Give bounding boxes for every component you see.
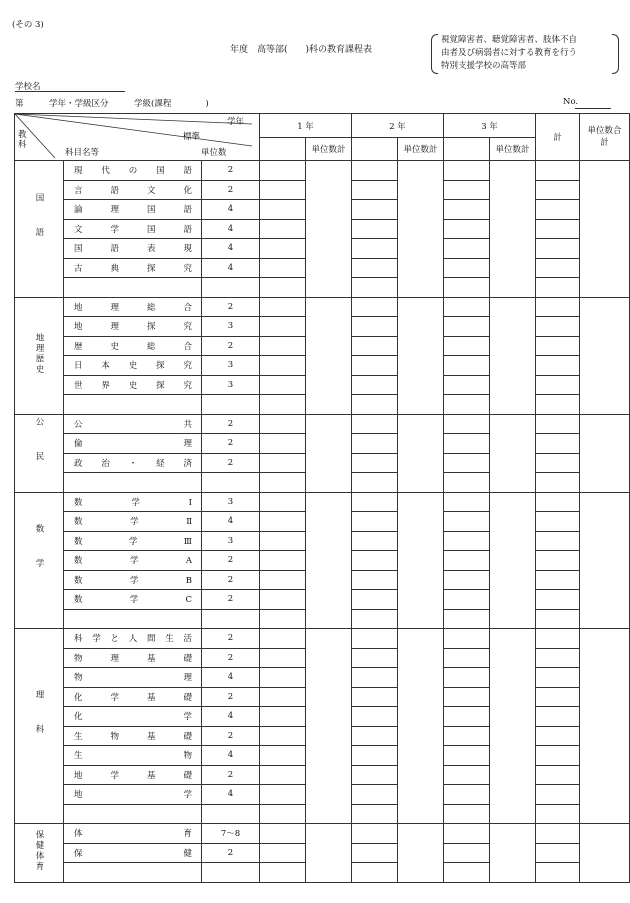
total-cell[interactable] xyxy=(536,180,580,200)
credit-entry-cell[interactable] xyxy=(260,863,306,883)
total-cell[interactable] xyxy=(536,434,580,454)
total-cell[interactable] xyxy=(536,570,580,590)
standard-units-cell xyxy=(202,609,260,629)
credit-entry-cell[interactable] xyxy=(260,824,306,844)
subject-name-cell: 国語表現 xyxy=(64,239,202,259)
box-line: 特別支援学校の高等部 xyxy=(441,61,527,71)
standard-units-cell: 7〜8 xyxy=(202,824,260,844)
subject-name-cell: 公共 xyxy=(64,414,202,434)
credit-entry-cell[interactable] xyxy=(260,200,306,220)
credit-entry-cell[interactable] xyxy=(398,629,444,824)
credit-entry-cell[interactable] xyxy=(260,258,306,278)
standard-units-cell xyxy=(202,395,260,415)
credit-entry-cell[interactable] xyxy=(490,414,536,492)
subject-name-cell: 数学Ⅰ xyxy=(64,492,202,512)
credit-entry-cell[interactable] xyxy=(444,648,490,668)
total-cell[interactable] xyxy=(536,258,580,278)
total-cell[interactable] xyxy=(536,765,580,785)
group-total-cell[interactable] xyxy=(580,297,630,414)
credit-entry-cell[interactable] xyxy=(260,219,306,239)
credit-entry-cell[interactable] xyxy=(352,609,398,629)
subject-group-cell xyxy=(15,414,64,492)
credit-entry-cell[interactable] xyxy=(444,843,490,863)
subject-name-cell: 体育 xyxy=(64,824,202,844)
standard-units-cell: 4 xyxy=(202,258,260,278)
credit-entry-cell[interactable] xyxy=(260,414,306,434)
credit-entry-cell[interactable] xyxy=(352,824,398,844)
subject-group-label: 理科 xyxy=(34,690,44,759)
credit-entry-cell[interactable] xyxy=(352,863,398,883)
credit-entry-cell[interactable] xyxy=(306,629,352,824)
standard-units-cell: 2 xyxy=(202,629,260,649)
credit-entry-cell[interactable] xyxy=(398,492,444,629)
credit-entry-cell[interactable] xyxy=(306,161,352,298)
standard-units-cell: 2 xyxy=(202,180,260,200)
standard-units-cell: 2 xyxy=(202,765,260,785)
credit-entry-cell[interactable] xyxy=(260,746,306,766)
subject-name-cell: 現代の国語 xyxy=(64,161,202,181)
standard-units-cell: 2 xyxy=(202,434,260,454)
standard-units-cell xyxy=(202,863,260,883)
standard-units-cell: 4 xyxy=(202,219,260,239)
subject-name-cell: 倫理 xyxy=(64,434,202,454)
total-cell[interactable] xyxy=(536,746,580,766)
standard-units-cell: 4 xyxy=(202,785,260,805)
credit-entry-cell[interactable] xyxy=(352,726,398,746)
subject-name-cell: 物理 xyxy=(64,668,202,688)
subject-name-cell: 言語文化 xyxy=(64,180,202,200)
credit-entry-cell[interactable] xyxy=(444,375,490,395)
credit-entry-cell[interactable] xyxy=(352,765,398,785)
credit-entry-cell[interactable] xyxy=(260,609,306,629)
credit-entry-cell[interactable] xyxy=(444,395,490,415)
total-cell[interactable] xyxy=(536,414,580,434)
total-cell[interactable] xyxy=(536,395,580,415)
standard-units-cell: 2 xyxy=(202,843,260,863)
credit-entry-cell[interactable] xyxy=(306,297,352,414)
credit-entry-cell[interactable] xyxy=(260,375,306,395)
credit-entry-cell[interactable] xyxy=(260,668,306,688)
standard-units-cell xyxy=(202,278,260,298)
credit-entry-cell[interactable] xyxy=(490,824,536,883)
header-credit-total-2: 単位数計 xyxy=(398,138,444,161)
total-cell[interactable] xyxy=(536,512,580,532)
subject-name-cell[interactable] xyxy=(64,609,202,629)
credit-entry-cell[interactable] xyxy=(352,356,398,376)
total-cell[interactable] xyxy=(536,863,580,883)
credit-entry-cell[interactable] xyxy=(352,414,398,434)
credit-entry-cell[interactable] xyxy=(260,804,306,824)
subject-name-cell[interactable] xyxy=(64,395,202,415)
subject-group-cell xyxy=(15,297,64,414)
total-cell[interactable] xyxy=(536,590,580,610)
group-total-cell[interactable] xyxy=(580,824,630,883)
credit-entry-cell[interactable] xyxy=(260,707,306,727)
credit-entry-cell[interactable] xyxy=(352,707,398,727)
table-row xyxy=(15,629,630,649)
credit-entry-cell[interactable] xyxy=(444,824,490,844)
standard-units-cell: 2 xyxy=(202,687,260,707)
total-cell[interactable] xyxy=(536,239,580,259)
credit-entry-cell[interactable] xyxy=(444,629,490,649)
subject-name-cell: 数学B xyxy=(64,570,202,590)
credit-entry-cell[interactable] xyxy=(444,414,490,434)
subject-name-cell: 地学基礎 xyxy=(64,765,202,785)
standard-units-cell: 3 xyxy=(202,356,260,376)
standard-units-cell: 4 xyxy=(202,746,260,766)
subject-name-cell: 世界史探究 xyxy=(64,375,202,395)
credit-entry-cell[interactable] xyxy=(352,453,398,473)
number-field[interactable] xyxy=(575,108,611,109)
subject-name-cell: 政治・経済 xyxy=(64,453,202,473)
subject-name-cell: 地理総合 xyxy=(64,297,202,317)
credit-entry-cell[interactable] xyxy=(490,492,536,629)
total-cell[interactable] xyxy=(536,648,580,668)
standard-units-cell: 4 xyxy=(202,239,260,259)
total-cell[interactable] xyxy=(536,297,580,317)
credit-entry-cell[interactable] xyxy=(352,785,398,805)
number-label: No. xyxy=(563,97,579,107)
standard-units-cell: 4 xyxy=(202,512,260,532)
credit-entry-cell[interactable] xyxy=(260,551,306,571)
standard-units-cell: 3 xyxy=(202,375,260,395)
credit-entry-cell[interactable] xyxy=(444,317,490,337)
credit-entry-cell[interactable] xyxy=(398,824,444,883)
credit-entry-cell[interactable] xyxy=(260,765,306,785)
group-total-cell[interactable] xyxy=(580,492,630,629)
credit-entry-cell[interactable] xyxy=(444,219,490,239)
standard-units-cell: 2 xyxy=(202,453,260,473)
credit-entry-cell[interactable] xyxy=(306,414,352,492)
header-year2: 2 年 xyxy=(352,114,444,138)
header-year1: 1 年 xyxy=(260,114,352,138)
header-kyoka: 教科 xyxy=(18,130,27,150)
credit-entry-cell[interactable] xyxy=(352,746,398,766)
credit-entry-cell[interactable] xyxy=(444,278,490,298)
credit-entry-cell[interactable] xyxy=(444,687,490,707)
total-cell[interactable] xyxy=(536,707,580,727)
credit-entry-cell[interactable] xyxy=(444,609,490,629)
subject-name-cell: 科学と人間生活 xyxy=(64,629,202,649)
credit-entry-cell[interactable] xyxy=(260,317,306,337)
subject-name-cell: 歴史総合 xyxy=(64,336,202,356)
total-cell[interactable] xyxy=(536,629,580,649)
credit-entry-cell[interactable] xyxy=(490,161,536,298)
credit-entry-cell[interactable] xyxy=(306,824,352,883)
total-cell[interactable] xyxy=(536,492,580,512)
standard-units-cell: 2 xyxy=(202,414,260,434)
subject-name-cell: 数学A xyxy=(64,551,202,571)
total-cell[interactable] xyxy=(536,200,580,220)
total-cell[interactable] xyxy=(536,375,580,395)
credit-entry-cell[interactable] xyxy=(444,531,490,551)
credit-entry-cell[interactable] xyxy=(260,785,306,805)
page-label: (その 3) xyxy=(12,20,44,30)
subject-group-cell xyxy=(15,161,64,298)
credit-entry-cell[interactable] xyxy=(444,804,490,824)
credit-entry-cell[interactable] xyxy=(444,239,490,259)
credit-entry-cell[interactable] xyxy=(444,492,490,512)
credit-entry-cell[interactable] xyxy=(352,200,398,220)
total-cell[interactable] xyxy=(536,219,580,239)
header-gakunen: 学年 xyxy=(227,117,245,127)
table-row xyxy=(15,824,630,844)
subject-name-cell[interactable] xyxy=(64,473,202,493)
credit-entry-cell[interactable] xyxy=(352,512,398,532)
subject-group-cell xyxy=(15,824,64,883)
total-cell[interactable] xyxy=(536,785,580,805)
credit-entry-cell[interactable] xyxy=(444,785,490,805)
subject-name-cell[interactable] xyxy=(64,863,202,883)
credit-entry-cell[interactable] xyxy=(260,492,306,512)
standard-units-cell: 2 xyxy=(202,297,260,317)
credit-entry-cell[interactable] xyxy=(352,551,398,571)
credit-entry-cell[interactable] xyxy=(260,843,306,863)
credit-entry-cell[interactable] xyxy=(260,512,306,532)
total-cell[interactable] xyxy=(536,317,580,337)
credit-entry-cell[interactable] xyxy=(444,336,490,356)
subject-name-cell: 地学 xyxy=(64,785,202,805)
credit-entry-cell[interactable] xyxy=(444,180,490,200)
standard-units-cell: 2 xyxy=(202,551,260,571)
subject-group-cell xyxy=(15,629,64,824)
credit-entry-cell[interactable] xyxy=(444,258,490,278)
subject-name-cell: 地理探究 xyxy=(64,317,202,337)
standard-units-cell: 4 xyxy=(202,200,260,220)
table-row xyxy=(15,297,630,317)
total-cell[interactable] xyxy=(536,473,580,493)
credit-entry-cell[interactable] xyxy=(352,687,398,707)
standard-units-cell: 3 xyxy=(202,492,260,512)
total-cell[interactable] xyxy=(536,726,580,746)
header-year3: 3 年 xyxy=(444,114,536,138)
subject-name-cell: 日本史探究 xyxy=(64,356,202,376)
standard-units-cell: 3 xyxy=(202,317,260,337)
total-cell[interactable] xyxy=(536,687,580,707)
credit-entry-cell[interactable] xyxy=(352,843,398,863)
total-cell[interactable] xyxy=(536,336,580,356)
school-type-box xyxy=(437,34,613,72)
subject-name-cell: 化学基礎 xyxy=(64,687,202,707)
subject-name-cell: 生物基礎 xyxy=(64,726,202,746)
credit-entry-cell[interactable] xyxy=(444,356,490,376)
standard-units-cell: 2 xyxy=(202,570,260,590)
credit-entry-cell[interactable] xyxy=(444,453,490,473)
subject-name-cell: 論理国語 xyxy=(64,200,202,220)
header-credit-total-1: 単位数計 xyxy=(306,138,352,161)
credit-entry-cell[interactable] xyxy=(352,590,398,610)
credit-entry-cell[interactable] xyxy=(444,161,490,181)
subject-name-cell: 数学C xyxy=(64,590,202,610)
standard-units-cell: 2 xyxy=(202,590,260,610)
credit-entry-cell[interactable] xyxy=(352,492,398,512)
total-cell[interactable] xyxy=(536,824,580,844)
credit-entry-cell[interactable] xyxy=(352,648,398,668)
header-tani: 単位数 xyxy=(201,148,227,158)
credit-entry-cell[interactable] xyxy=(352,317,398,337)
subject-name-cell: 保健 xyxy=(64,843,202,863)
total-cell[interactable] xyxy=(536,531,580,551)
header-hyojun: 標準 xyxy=(183,132,201,142)
credit-entry-cell[interactable] xyxy=(444,200,490,220)
credit-entry-cell[interactable] xyxy=(260,336,306,356)
header-credit-total-3: 単位数計 xyxy=(490,138,536,161)
credit-entry-cell[interactable] xyxy=(444,473,490,493)
credit-entry-cell[interactable] xyxy=(260,297,306,317)
credit-entry-cell[interactable] xyxy=(444,434,490,454)
standard-units-cell: 2 xyxy=(202,336,260,356)
document-title: 年度 高等部( )科の教育課程表 xyxy=(230,45,373,55)
group-total-cell[interactable] xyxy=(580,414,630,492)
table-row xyxy=(15,414,630,434)
credit-entry-cell[interactable] xyxy=(444,551,490,571)
credit-entry-cell[interactable] xyxy=(352,804,398,824)
subject-name-cell: 文学国語 xyxy=(64,219,202,239)
credit-entry-cell[interactable] xyxy=(352,395,398,415)
subject-name-cell: 古典探究 xyxy=(64,258,202,278)
credit-entry-cell[interactable] xyxy=(306,492,352,629)
credit-entry-cell[interactable] xyxy=(398,297,444,414)
total-cell[interactable] xyxy=(536,804,580,824)
credit-entry-cell[interactable] xyxy=(444,570,490,590)
credit-entry-cell[interactable] xyxy=(352,239,398,259)
subject-group-cell xyxy=(15,492,64,629)
credit-entry-cell[interactable] xyxy=(352,219,398,239)
total-cell[interactable] xyxy=(536,843,580,863)
header-diagonal-cell xyxy=(15,114,260,161)
credit-entry-cell[interactable] xyxy=(260,395,306,415)
credit-entry-cell[interactable] xyxy=(352,258,398,278)
credit-entry-cell[interactable] xyxy=(352,668,398,688)
total-cell[interactable] xyxy=(536,453,580,473)
credit-entry-cell[interactable] xyxy=(352,473,398,493)
standard-units-cell xyxy=(202,473,260,493)
credit-entry-cell[interactable] xyxy=(260,434,306,454)
credit-entry-cell[interactable] xyxy=(260,726,306,746)
subject-group-label: 保健体育 xyxy=(34,830,44,873)
credit-entry-cell[interactable] xyxy=(260,531,306,551)
table-row xyxy=(15,492,630,512)
total-cell[interactable] xyxy=(536,668,580,688)
standard-units-cell xyxy=(202,804,260,824)
subject-name-cell: 生物 xyxy=(64,746,202,766)
total-cell[interactable] xyxy=(536,609,580,629)
credit-entry-cell[interactable] xyxy=(444,726,490,746)
credit-entry-cell[interactable] xyxy=(352,629,398,649)
credit-entry-cell[interactable] xyxy=(352,570,398,590)
standard-units-cell: 3 xyxy=(202,531,260,551)
box-line: 視覚障害者、聴覚障害者、肢体不自 xyxy=(441,35,578,45)
standard-units-cell: 2 xyxy=(202,726,260,746)
header-kei: 計 xyxy=(536,114,580,161)
total-cell[interactable] xyxy=(536,551,580,571)
subject-group-label: 地理歴史 xyxy=(34,333,44,375)
standard-units-cell: 2 xyxy=(202,648,260,668)
credit-entry-cell[interactable] xyxy=(444,668,490,688)
credit-entry-cell[interactable] xyxy=(352,180,398,200)
school-name-label: 学校名 xyxy=(15,82,41,92)
credit-entry-cell[interactable] xyxy=(352,531,398,551)
credit-entry-cell[interactable] xyxy=(260,687,306,707)
credit-entry-cell[interactable] xyxy=(352,278,398,298)
table-row xyxy=(15,161,630,181)
credit-entry-cell[interactable] xyxy=(398,414,444,492)
subject-group-label: 数学 xyxy=(34,524,44,594)
subject-name-cell: 数学Ⅱ xyxy=(64,512,202,532)
credit-entry-cell[interactable] xyxy=(260,629,306,649)
credit-entry-cell[interactable] xyxy=(444,297,490,317)
credit-entry-cell[interactable] xyxy=(352,375,398,395)
curriculum-table xyxy=(14,113,630,883)
subject-name-cell: 数学Ⅲ xyxy=(64,531,202,551)
credit-entry-cell[interactable] xyxy=(260,278,306,298)
credit-entry-cell[interactable] xyxy=(352,434,398,454)
subject-group-label: 国語 xyxy=(34,192,44,262)
subject-group-label: 公民 xyxy=(34,417,44,486)
credit-entry-cell[interactable] xyxy=(260,648,306,668)
credit-entry-cell[interactable] xyxy=(260,473,306,493)
credit-entry-cell[interactable] xyxy=(260,570,306,590)
subject-name-cell: 化学 xyxy=(64,707,202,727)
standard-units-cell: 4 xyxy=(202,668,260,688)
credit-entry-cell[interactable] xyxy=(444,746,490,766)
credit-entry-cell[interactable] xyxy=(352,336,398,356)
credit-entry-cell[interactable] xyxy=(352,161,398,181)
subject-name-cell[interactable] xyxy=(64,278,202,298)
credit-entry-cell[interactable] xyxy=(260,161,306,181)
total-cell[interactable] xyxy=(536,278,580,298)
credit-entry-cell[interactable] xyxy=(444,765,490,785)
credit-entry-cell[interactable] xyxy=(490,629,536,824)
credit-entry-cell[interactable] xyxy=(398,161,444,298)
header-tani-gokei: 単位数合 計 xyxy=(580,114,630,161)
total-cell[interactable] xyxy=(536,161,580,181)
box-line: 由者及び病弱者に対する教育を行う xyxy=(441,48,578,58)
credit-entry-cell[interactable] xyxy=(260,180,306,200)
standard-units-cell: 2 xyxy=(202,161,260,181)
credit-entry-cell[interactable] xyxy=(444,512,490,532)
group-total-cell[interactable] xyxy=(580,629,630,824)
credit-entry-cell[interactable] xyxy=(260,590,306,610)
header-kamoku: 科目名等 xyxy=(65,148,100,158)
credit-entry-cell[interactable] xyxy=(260,239,306,259)
credit-entry-cell[interactable] xyxy=(260,453,306,473)
credit-entry-cell[interactable] xyxy=(444,863,490,883)
group-total-cell[interactable] xyxy=(580,161,630,298)
subject-name-cell[interactable] xyxy=(64,804,202,824)
credit-entry-cell[interactable] xyxy=(444,590,490,610)
grade-class-line: 第 学年・学級区分 学級(課程 ) xyxy=(15,99,209,109)
credit-entry-cell[interactable] xyxy=(490,297,536,414)
credit-entry-cell[interactable] xyxy=(260,356,306,376)
total-cell[interactable] xyxy=(536,356,580,376)
credit-entry-cell[interactable] xyxy=(444,707,490,727)
school-name-field[interactable] xyxy=(15,91,125,92)
standard-units-cell: 4 xyxy=(202,707,260,727)
credit-entry-cell[interactable] xyxy=(352,297,398,317)
subject-name-cell: 物理基礎 xyxy=(64,648,202,668)
